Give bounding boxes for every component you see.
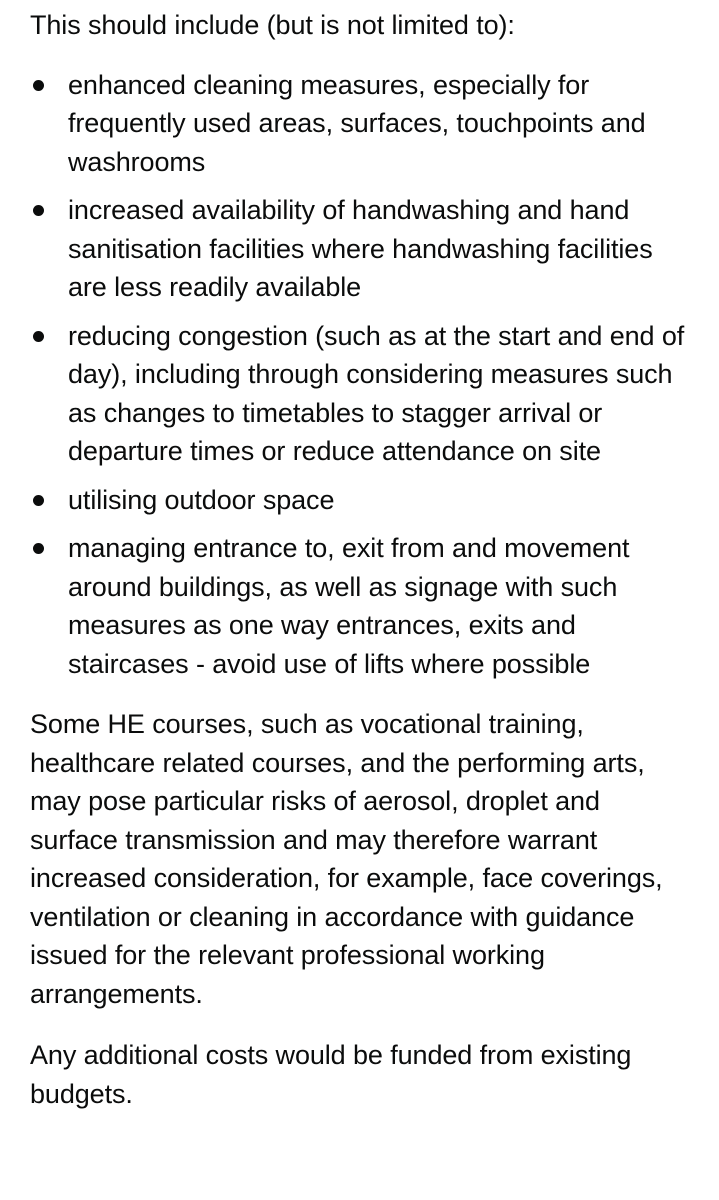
courses-paragraph: Some HE courses, such as vocational training, healthcare related courses, and the performing arts, may pose particular risks of aerosol, droplet and surface transmission and may therefore warrant increased consideration, for example, face coverings, ventilation or cleaning in accordance with guidance issued for the relevant professional working arrangements. bbox=[30, 709, 663, 1009]
bullet-icon bbox=[33, 495, 44, 506]
list-item-text: utilising outdoor space bbox=[68, 484, 335, 515]
list-item-text: increased availability of handwashing and hand sanitisation facilities where handwashing facilities are less readily available bbox=[68, 195, 653, 302]
bullet-icon bbox=[33, 80, 44, 91]
costs-paragraph: Any additional costs would be funded from existing budgets. bbox=[30, 1040, 632, 1109]
list-item bbox=[30, 317, 695, 471]
list-item bbox=[30, 529, 695, 683]
list-item-text: enhanced cleaning measures, especially for frequently used areas, surfaces, touchpoints and washrooms bbox=[68, 69, 646, 177]
intro-text: This should include (but is not limited to): bbox=[30, 10, 515, 40]
list-item bbox=[30, 66, 695, 182]
list-item bbox=[30, 191, 695, 307]
list-item bbox=[30, 481, 695, 520]
bullet-icon bbox=[33, 543, 44, 554]
list-item-text: reducing congestion (such as at the start and end of day), including through considering measures such as changes to timetables to stagger arrival or departure times or reduce attendance on site bbox=[68, 320, 685, 466]
list-item-text: managing entrance to, exit from and movement around buildings, as well as signage with such measures as one way entrances, exits and staircases - avoid use of lifts where possible bbox=[68, 533, 630, 679]
bullet-icon bbox=[33, 205, 44, 216]
measures-list bbox=[30, 66, 695, 684]
bullet-icon bbox=[33, 331, 44, 342]
